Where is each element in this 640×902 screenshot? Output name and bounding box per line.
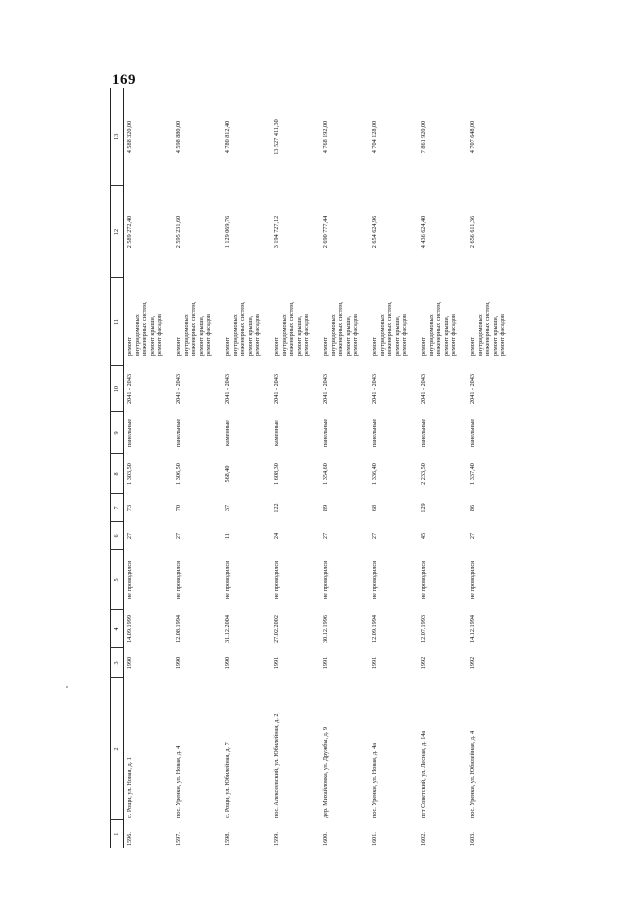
works-line: ремонт крыши, <box>197 315 205 356</box>
cost-cell: 4 598 880,00 <box>175 120 182 154</box>
works-cell <box>320 278 369 366</box>
works-line: внутридомовых <box>280 314 288 356</box>
area-cell: 1 354,60 <box>322 463 329 485</box>
works-cell <box>369 278 418 366</box>
cost-cell: 2 589 272,40 <box>126 215 133 249</box>
works-line: ремонт крыши, <box>491 315 499 356</box>
column-header: 10 <box>111 366 124 412</box>
page-number: 169 <box>112 72 136 88</box>
status-cell: не проводился <box>126 560 133 600</box>
works-line: ремонт фасадов <box>450 314 458 356</box>
column-header: 12 <box>111 186 124 278</box>
column-header: 8 <box>111 454 124 494</box>
period-cell: 2041 - 2043 <box>322 374 329 404</box>
year-cell: 1991 <box>371 656 378 670</box>
register-table-rotated <box>110 88 522 848</box>
works-line: ремонт <box>469 337 476 356</box>
works-cell <box>418 278 467 366</box>
period-cell: 2041 - 2043 <box>420 374 427 404</box>
table-row <box>320 88 369 848</box>
date-cell: 31.12.2004 <box>224 615 231 643</box>
table-row <box>467 88 516 848</box>
address-cell: с. Рощи, ул. Новая, д. 1 <box>126 757 133 818</box>
works-line: ремонт крыши, <box>295 315 303 356</box>
material-cell: каменные <box>224 420 231 446</box>
table-row <box>173 88 222 848</box>
works-line: инженерных систем, <box>484 301 492 356</box>
area-cell: 2 233,50 <box>420 463 427 485</box>
works-cell <box>271 278 320 366</box>
column-header: 2 <box>111 678 124 820</box>
table-row <box>369 88 418 848</box>
address-cell: пос. Алексеевский, ул. Юбилейная, д. 2 <box>273 713 280 818</box>
works-line: ремонт <box>371 337 378 356</box>
works-cell <box>173 278 222 366</box>
count-cell: 122 <box>273 503 280 513</box>
works-line: инженерных систем, <box>386 301 394 356</box>
row-number: 1599. <box>273 832 280 846</box>
count-cell: 45 <box>420 532 427 540</box>
works-line: внутридомовых <box>182 314 190 356</box>
table-body <box>124 88 517 848</box>
row-number: 1598. <box>224 832 231 846</box>
cost-cell: 2 654 624,96 <box>371 215 378 249</box>
works-line: ремонт фасадов <box>499 314 507 356</box>
address-cell: пос. Уренки, ул. Новая, д. 4а <box>371 743 378 818</box>
works-line: ремонт крыши, <box>393 315 401 356</box>
cost-cell: 4 780 812,40 <box>224 120 231 154</box>
status-cell: не проводился <box>371 560 378 600</box>
cost-cell: 3 194 727,12 <box>273 215 280 249</box>
year-cell: 1991 <box>273 656 280 670</box>
cost-cell: 4 707 648,00 <box>469 120 476 154</box>
works-line: ремонт крыши, <box>442 315 450 356</box>
works-line: инженерных систем, <box>190 301 198 356</box>
period-cell: 2041 - 2043 <box>273 374 280 404</box>
works-line: ремонт фасадов <box>401 314 409 356</box>
works-line: внутридомовых <box>133 314 141 356</box>
material-cell: панельные <box>126 418 133 448</box>
material-cell: каменные <box>273 420 280 446</box>
works-line: внутридомовых <box>476 314 484 356</box>
status-cell: не проводился <box>175 560 182 600</box>
column-header: 9 <box>111 412 124 454</box>
area-cell: 568,40 <box>224 465 231 483</box>
area-cell: 1 303,50 <box>126 463 133 485</box>
works-line: ремонт <box>126 337 133 356</box>
area-cell: 1 608,30 <box>273 463 280 485</box>
table-row <box>124 88 174 848</box>
count-cell: 129 <box>420 503 427 513</box>
works-line: инженерных систем, <box>141 301 149 356</box>
column-header: 11 <box>111 278 124 366</box>
material-cell: панельные <box>371 418 378 448</box>
column-header: 3 <box>111 648 124 678</box>
period-cell: 2041 - 2043 <box>224 374 231 404</box>
count-cell: 27 <box>322 532 329 540</box>
column-header: 5 <box>111 550 124 610</box>
count-cell: 86 <box>469 504 476 512</box>
status-cell: не проводился <box>322 560 329 600</box>
area-cell: 1 306,50 <box>175 463 182 485</box>
works-line: ремонт крыши, <box>344 315 352 356</box>
cost-cell: 4 436 624,40 <box>420 215 427 249</box>
works-line: ремонт фасадов <box>205 314 213 356</box>
table-row <box>222 88 271 848</box>
column-header: 13 <box>111 88 124 186</box>
row-number: 1596. <box>126 832 133 846</box>
date-cell: 27.02.2002 <box>273 615 280 643</box>
works-line: инженерных систем, <box>239 301 247 356</box>
address-cell: пос. Уренки, ул. Новая, д. 4 <box>175 745 182 818</box>
column-header: 6 <box>111 522 124 550</box>
cost-cell: 2 595 231,60 <box>175 215 182 249</box>
count-cell: 73 <box>126 504 133 512</box>
row-number: 1602. <box>420 832 427 846</box>
works-line: ремонт <box>175 337 182 356</box>
works-cell <box>124 278 174 366</box>
works-line: внутридомовых <box>427 314 435 356</box>
works-cell <box>222 278 271 366</box>
cost-cell: 2 656 611,36 <box>469 215 476 249</box>
row-number: 1603. <box>469 832 476 846</box>
date-cell: 12.09.1994 <box>371 615 378 643</box>
works-line: ремонт фасадов <box>156 314 164 356</box>
works-line: ремонт крыши, <box>148 315 156 356</box>
header-row <box>111 88 124 848</box>
material-cell: панельные <box>322 418 329 448</box>
works-line: внутридомовых <box>378 314 386 356</box>
cost-cell: 4 768 192,00 <box>322 120 329 154</box>
material-cell: панельные <box>469 418 476 448</box>
cost-cell: 13 527 411,30 <box>273 119 280 155</box>
works-line: инженерных систем, <box>435 301 443 356</box>
status-cell: не проводился <box>420 560 427 600</box>
year-cell: 1992 <box>469 656 476 670</box>
count-cell: 11 <box>224 533 231 539</box>
year-cell: 1992 <box>420 656 427 670</box>
area-cell: 1 336,40 <box>371 463 378 485</box>
year-cell: 1990 <box>175 656 182 670</box>
column-header: 4 <box>111 610 124 648</box>
cost-cell: 4 704 128,00 <box>371 120 378 154</box>
works-line: ремонт фасадов <box>352 314 360 356</box>
table-row <box>418 88 467 848</box>
works-line: ремонт <box>322 337 329 356</box>
column-header: 1 <box>111 820 124 848</box>
count-cell: 89 <box>322 504 329 512</box>
address-cell: с. Рощи, ул. Юбилейная, д. 7 <box>224 742 231 818</box>
year-cell: 1990 <box>224 656 231 670</box>
date-cell: 12.08.1994 <box>175 615 182 643</box>
period-cell: 2041 - 2043 <box>126 374 133 404</box>
status-cell: не проводился <box>273 560 280 600</box>
works-cell <box>467 278 516 366</box>
works-line: ремонт <box>273 337 280 356</box>
address-cell: пос. Уренки, ул. Юбилейная, д. 4 <box>469 730 476 818</box>
count-cell: 37 <box>224 504 231 512</box>
works-line: ремонт фасадов <box>303 314 311 356</box>
works-line: инженерных систем, <box>288 301 296 356</box>
area-cell: 1 337,40 <box>469 463 476 485</box>
row-number: 1601. <box>371 832 378 846</box>
works-line: внутридомовых <box>231 314 239 356</box>
count-cell: 24 <box>273 532 280 540</box>
register-table <box>110 88 516 848</box>
count-cell: 27 <box>175 532 182 540</box>
count-cell: 70 <box>175 504 182 512</box>
cost-cell: 7 861 920,00 <box>420 120 427 154</box>
works-line: ремонт <box>420 337 427 356</box>
status-cell: не проводился <box>469 560 476 600</box>
date-cell: 12.07.1993 <box>420 615 427 643</box>
period-cell: 2041 - 2043 <box>469 374 476 404</box>
count-cell: 68 <box>371 504 378 512</box>
row-number: 1600. <box>322 832 329 846</box>
address-cell: пгт Советский, ул. Лесная, д. 14а <box>420 730 427 818</box>
count-cell: 27 <box>371 532 378 540</box>
date-cell: 30.12.1996 <box>322 615 329 643</box>
row-number: 1597. <box>175 832 182 846</box>
address-cell: дер. Михайловка, ул. Дружбы, д. 9 <box>322 727 329 818</box>
works-line: внутридомовых <box>329 314 337 356</box>
year-cell: 1991 <box>322 656 329 670</box>
scan-speck <box>66 686 68 688</box>
cost-cell: 1 129 069,76 <box>224 215 231 249</box>
status-cell: не проводился <box>224 560 231 600</box>
works-line: ремонт крыши, <box>246 315 254 356</box>
period-cell: 2041 - 2043 <box>175 374 182 404</box>
cost-cell: 4 588 320,00 <box>126 120 133 154</box>
works-line: инженерных систем, <box>337 301 345 356</box>
material-cell: панельные <box>175 418 182 448</box>
count-cell: 27 <box>126 532 133 540</box>
material-cell: панельные <box>420 418 427 448</box>
count-cell: 27 <box>469 532 476 540</box>
year-cell: 1990 <box>126 656 133 670</box>
works-line: ремонт фасадов <box>254 314 262 356</box>
column-header: 7 <box>111 494 124 522</box>
date-cell: 14.12.1994 <box>469 615 476 643</box>
cost-cell: 2 690 777,44 <box>322 215 329 249</box>
date-cell: 14.09.1999 <box>126 615 133 643</box>
period-cell: 2041 - 2043 <box>371 374 378 404</box>
table-row <box>271 88 320 848</box>
works-line: ремонт <box>224 337 231 356</box>
